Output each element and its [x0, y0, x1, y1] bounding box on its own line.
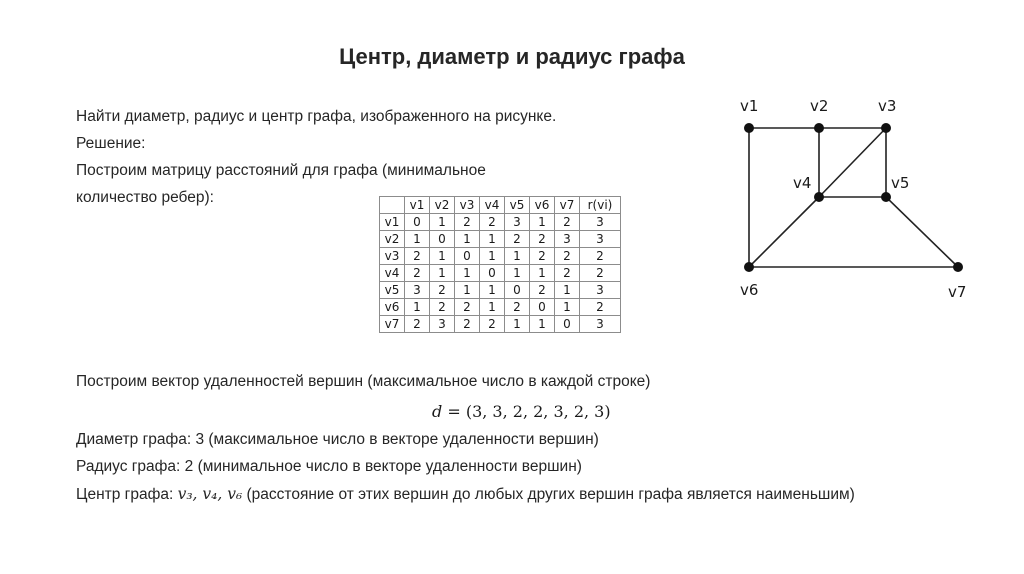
matrix-cell: 2 [530, 231, 555, 248]
matrix-corner-cell [380, 197, 405, 214]
graph-vertex-v7 [953, 262, 963, 272]
matrix-row-header: v2 [380, 231, 405, 248]
matrix-cell: 3 [505, 214, 530, 231]
matrix-row [380, 265, 621, 282]
matrix-cell: 1 [430, 265, 455, 282]
matrix-cell: 0 [455, 248, 480, 265]
matrix-eccentricity-cell: 2 [580, 299, 621, 316]
matrix-cell: 2 [455, 316, 480, 333]
matrix-cell: 2 [505, 299, 530, 316]
graph-vertex-label: v4 [793, 174, 812, 192]
radius-text: Радиус графа: 2 (минимальное число в векторе удаленности вершин) [76, 458, 582, 475]
eccentricity-vector-formula [432, 402, 611, 421]
matrix-cell: 1 [455, 282, 480, 299]
matrix-cell: 1 [405, 231, 430, 248]
graph-vertex-v3 [881, 123, 891, 133]
graph-vertex-v4 [814, 192, 824, 202]
matrix-column-header: v7 [555, 197, 580, 214]
graph-vertex-label: v3 [878, 97, 897, 115]
center-prefix: Центр графа: [76, 486, 178, 503]
matrix-row-header: v7 [380, 316, 405, 333]
matrix-cell: 0 [505, 282, 530, 299]
matrix-cell: 1 [530, 265, 555, 282]
matrix-cell: 1 [430, 214, 455, 231]
matrix-cell: 0 [430, 231, 455, 248]
matrix-cell: 2 [480, 316, 505, 333]
graph-vertex-label: v6 [740, 281, 759, 299]
matrix-column-header: v2 [430, 197, 455, 214]
matrix-cell: 1 [530, 316, 555, 333]
matrix-cell: 2 [405, 265, 430, 282]
matrix-cell: 2 [455, 214, 480, 231]
matrix-eccentricity-cell: 3 [580, 282, 621, 299]
formula-rhs: = (3, 3, 2, 2, 3, 2, 3) [442, 402, 611, 421]
graph-vertex-v1 [744, 123, 754, 133]
matrix-cell: 0 [555, 316, 580, 333]
matrix-intro-line-2: количество ребер): [76, 189, 214, 206]
distance-matrix [379, 196, 621, 333]
matrix-cell: 1 [530, 214, 555, 231]
matrix-cell: 2 [530, 248, 555, 265]
matrix-cell: 1 [505, 265, 530, 282]
matrix-cell: 1 [480, 282, 505, 299]
matrix-cell: 2 [555, 214, 580, 231]
matrix-row-header: v1 [380, 214, 405, 231]
center-suffix: (расстояние от этих вершин до любых других вершин графа является наименьшим) [242, 486, 855, 503]
matrix-eccentricity-cell: 2 [580, 265, 621, 282]
matrix-cell: 2 [555, 248, 580, 265]
matrix-column-header: v5 [505, 197, 530, 214]
matrix-cell: 1 [505, 316, 530, 333]
matrix-row [380, 231, 621, 248]
matrix-cell: 2 [455, 299, 480, 316]
matrix-row [380, 282, 621, 299]
graph-edge-v5-v7 [886, 197, 958, 267]
graph-vertex-v5 [881, 192, 891, 202]
graph-diagram [730, 90, 990, 300]
graph-vertex-label: v5 [891, 174, 910, 192]
task-text: Найти диаметр, радиус и центр графа, изображенного на рисунке. [76, 108, 557, 125]
matrix-eccentricity-cell: 3 [580, 316, 621, 333]
matrix-header-row [380, 197, 621, 214]
diameter-text: Диаметр графа: 3 (максимальное число в векторе удаленности вершин) [76, 431, 599, 448]
matrix-cell: 1 [455, 231, 480, 248]
page-title: Центр, диаметр и радиус графа [339, 44, 685, 69]
formula-lhs: d [432, 402, 443, 421]
matrix-cell: 0 [530, 299, 555, 316]
matrix-column-header: v1 [405, 197, 430, 214]
matrix-row [380, 248, 621, 265]
matrix-cell: 2 [530, 282, 555, 299]
matrix-cell: 0 [480, 265, 505, 282]
matrix-intro-line-1: Построим матрицу расстояний для графа (минимальное [76, 162, 486, 179]
matrix-cell: 1 [505, 248, 530, 265]
graph-edges [749, 128, 958, 267]
matrix-row-header: v6 [380, 299, 405, 316]
matrix-cell: 3 [430, 316, 455, 333]
matrix-cell: 1 [480, 231, 505, 248]
matrix-eccentricity-cell: 2 [580, 248, 621, 265]
matrix-column-header: v3 [455, 197, 480, 214]
graph-edge-v3-v4 [819, 128, 886, 197]
matrix-column-header: v4 [480, 197, 505, 214]
matrix-column-header: v6 [530, 197, 555, 214]
matrix-cell: 1 [480, 248, 505, 265]
matrix-cell: 3 [555, 231, 580, 248]
center-text [76, 485, 855, 504]
matrix-row-header: v4 [380, 265, 405, 282]
matrix-cell: 1 [555, 299, 580, 316]
matrix-column-header-eccentricity: r(vi) [580, 197, 621, 214]
matrix-cell: 2 [405, 248, 430, 265]
matrix-cell: 2 [430, 299, 455, 316]
matrix-cell: 2 [480, 214, 505, 231]
matrix-cell: 0 [405, 214, 430, 231]
matrix-cell: 2 [405, 316, 430, 333]
matrix-row [380, 214, 621, 231]
matrix-row-header: v5 [380, 282, 405, 299]
matrix-cell: 1 [455, 265, 480, 282]
matrix-eccentricity-cell: 3 [580, 231, 621, 248]
graph-vertex-v6 [744, 262, 754, 272]
graph-edge-v4-v6 [749, 197, 819, 267]
center-vertices: v₃, v₄, v₆ [177, 485, 243, 503]
matrix-row-header: v3 [380, 248, 405, 265]
matrix-cell: 3 [405, 282, 430, 299]
graph-vertex-v2 [814, 123, 824, 133]
matrix-row [380, 299, 621, 316]
matrix-cell: 2 [505, 231, 530, 248]
graph-vertex-label: v1 [740, 97, 759, 115]
matrix-cell: 2 [555, 265, 580, 282]
graph-vertex-label: v2 [810, 97, 829, 115]
matrix-cell: 1 [555, 282, 580, 299]
matrix-cell: 1 [480, 299, 505, 316]
matrix-cell: 1 [405, 299, 430, 316]
solution-label: Решение: [76, 135, 146, 152]
matrix-cell: 1 [430, 248, 455, 265]
matrix-row [380, 316, 621, 333]
matrix-cell: 2 [430, 282, 455, 299]
graph-vertex-label: v7 [948, 283, 967, 300]
vector-intro-text: Построим вектор удаленностей вершин (максимальное число в каждой строке) [76, 373, 651, 390]
matrix-eccentricity-cell: 3 [580, 214, 621, 231]
